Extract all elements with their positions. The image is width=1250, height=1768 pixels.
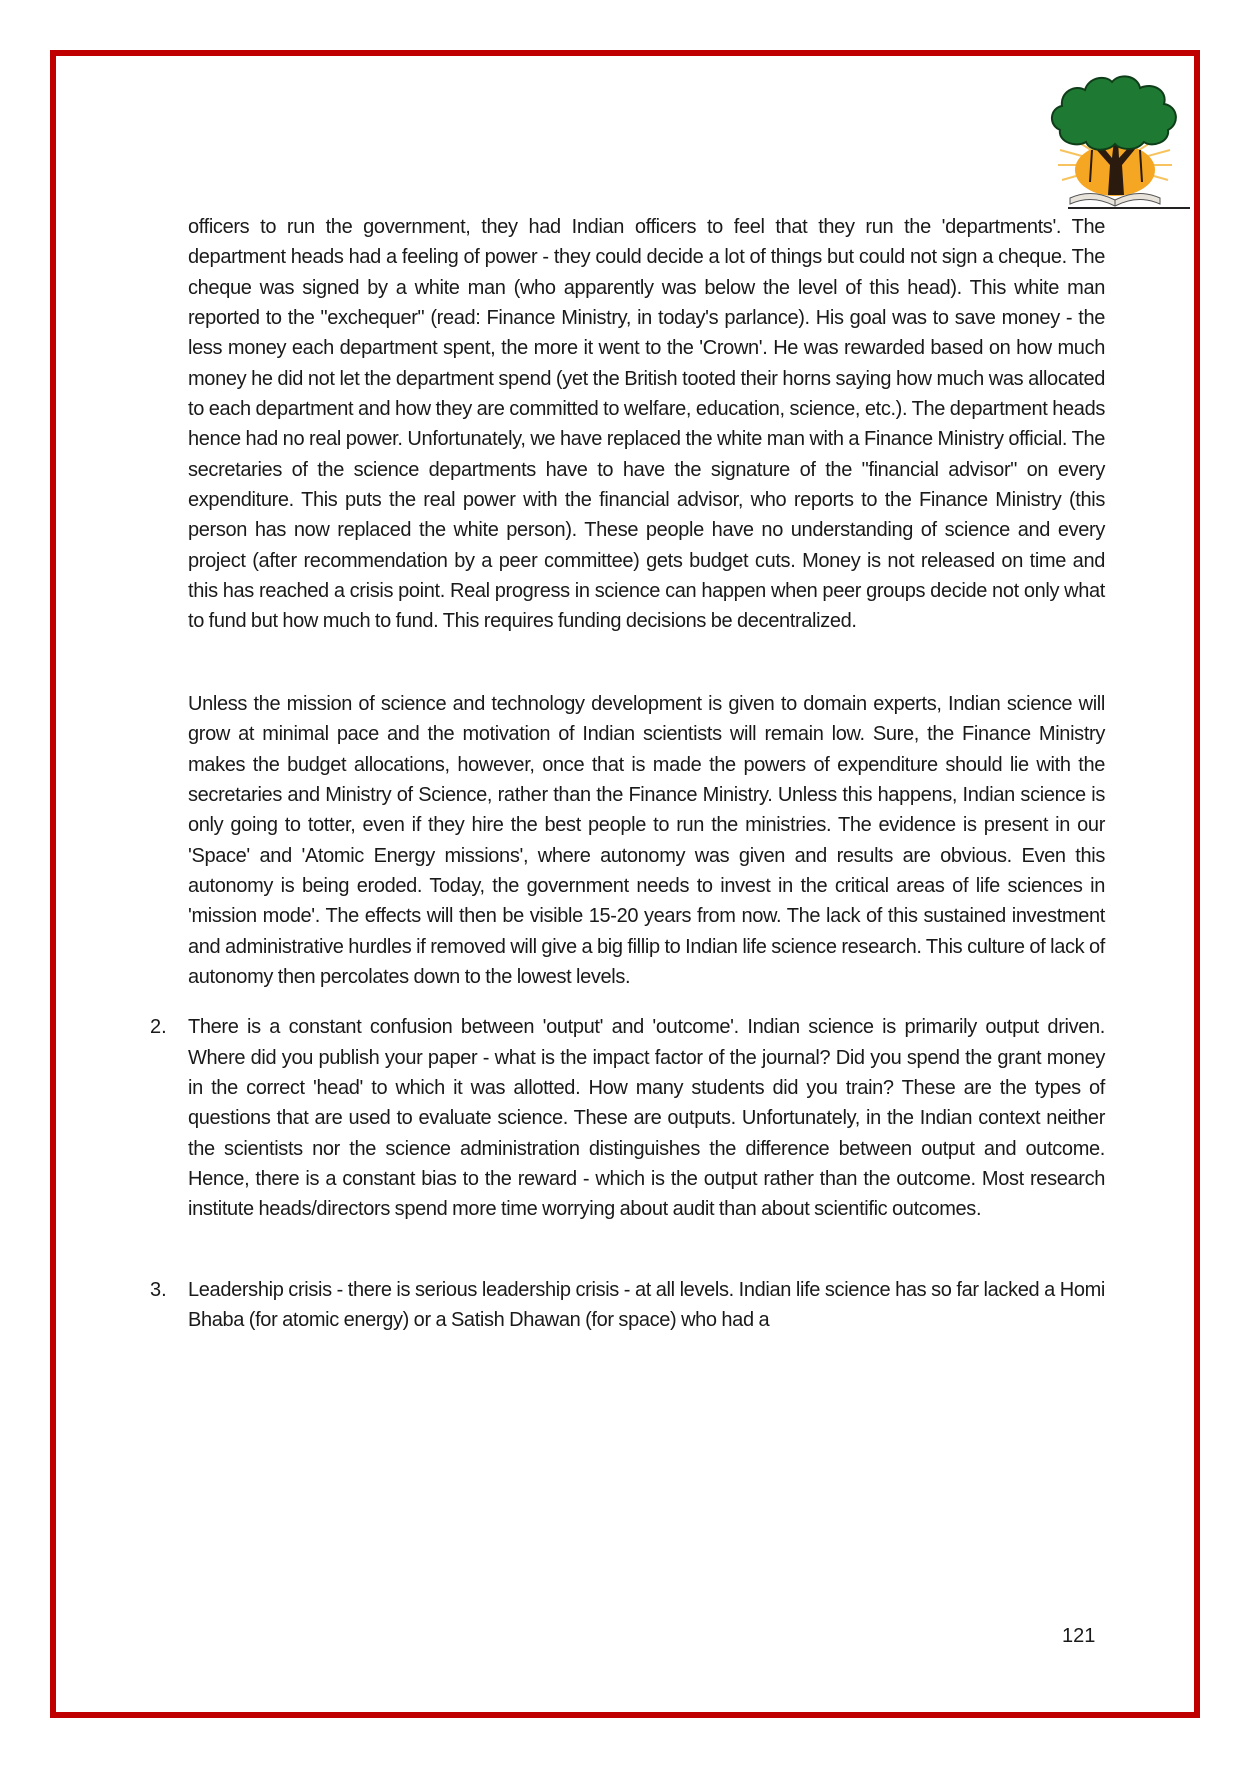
list-item-text: There is a constant confusion between 'output' and 'outcome'. Indian science is primarily output driven. Where did you publish your paper - what is the impact factor of the journal? Did you spend the grant money in the correct 'head' to which it was allotted. How many students did you train? These are the types of questions that are used to evaluate science. These are outputs. Unfortunately, in the Indian context neither the scientists nor the science administration distinguishes the difference between output and outcome. Hence, there is a constant bias to the reward - which is the output rather than the outcome. Most research institute heads/directors spend more time worrying about audit than about scientific outcomes. [188,1016,1105,1221]
page-content [150,212,1105,1335]
paragraph-finance-ministry: officers to run the government, they had Indian officers to feel that they run the 'departments'. The department heads had a feeling of power - they could decide a lot of things but could not sign a cheque. The cheque was signed by a white man (who apparently was below the level of this head). This white man reported to the "exchequer" (read: Finance Ministry, in today's parlance). His goal was to save money - the less money each department spent, the more it went to the 'Crown'. He was rewarded based on how much money he did not let the department spend (yet the British tooted their horns saying how much was allocated to each department and how they are committed to welfare, education, science, etc.). The department heads hence had no real power. Unfortunately, we have replaced the white man with a Finance Ministry official. The secretaries of the science departments have to have the signature of the "financial advisor" on every expenditure. This puts the real power with the financial advisor, who reports to the Finance Ministry (this person has now replaced the white person). These people have no understanding of science and every project (after recommendation by a peer committee) gets budget cuts. Money is not released on time and this has reached a crisis point. Real progress in science can happen when peer groups decide not only what to fund but how much to fund. This requires funding decisions be decentralized. [188,216,1105,633]
list-item-number: 2. [150,1016,167,1039]
list-item-number: 3. [150,1278,167,1301]
list-item-text: Leadership crisis - there is serious leadership crisis - at all levels. Indian life science has so far lacked a Homi Bhaba (for atomic energy) or a Satish Dhawan (for space) who had a [188,1278,1105,1331]
tree-book-logo-icon [1040,70,1190,215]
page-number: 121 [1062,1625,1096,1647]
list-item-output-outcome [150,1012,1105,1224]
list-item-leadership-crisis [150,1275,1105,1336]
paragraph-autonomy: Unless the mission of science and technology development is given to domain experts, Indian science will grow at minimal pace and the motivation of Indian scientists will remain low. Sure, the Finance Ministry makes the budget allocations, however, once that is made the powers of expenditure should lie with the secretaries and Ministry of Science, rather than the Finance Ministry. Unless this happens, Indian science is only going to totter, even if they hire the best people to run the ministries. The evidence is present in our 'Space' and 'Atomic Energy missions', where autonomy was given and results are obvious. Even this autonomy is being eroded. Today, the government needs to invest in the critical areas of life sciences in 'mission mode'. The effects will then be visible 15-20 years from now. The lack of this sustained investment and administrative hurdles if removed will give a big fillip to Indian life science research. This culture of lack of autonomy then percolates down to the lowest levels. [188,692,1105,988]
